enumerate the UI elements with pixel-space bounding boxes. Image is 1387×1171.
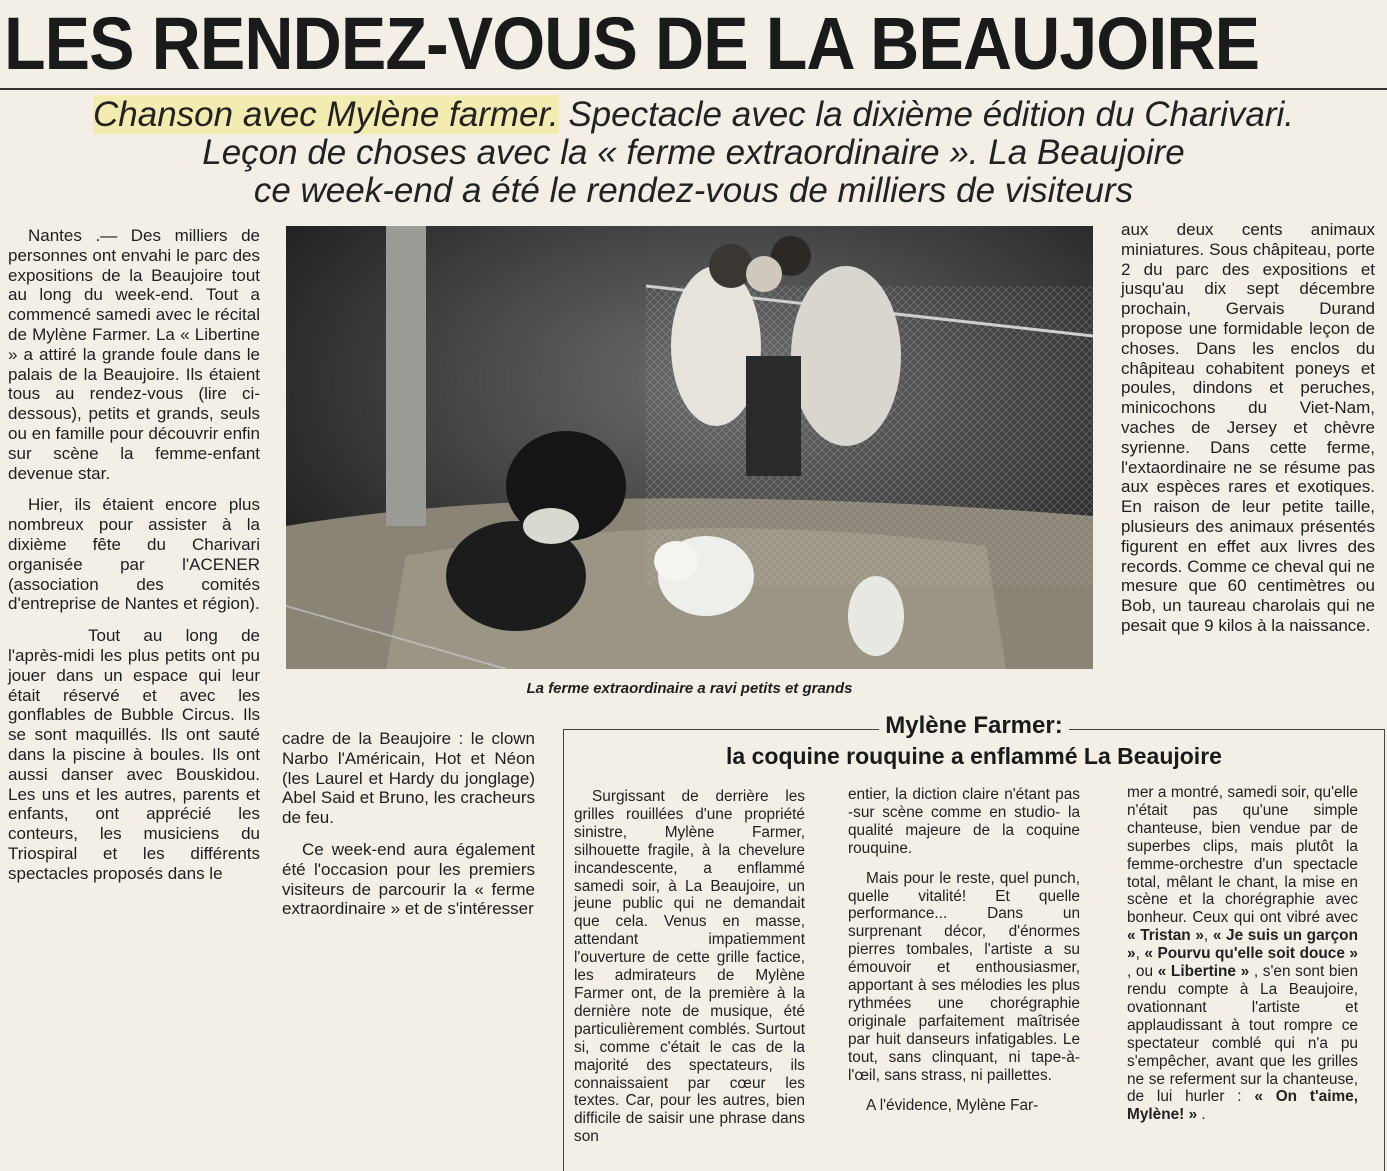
box-col3-text-b: , s'en sont bien rendu compte à La Beaujoire, ovationnant l'artiste et applaudissant à tout rompre ce spectateur comblé qui n'a pu s'empêcher, avant que les grilles ne se referment sur la chanteuse, de lui hurler : <box>1127 963 1359 1106</box>
middle-column <box>282 729 535 931</box>
farm-photo <box>286 226 1093 669</box>
photo-caption: La ferme extraordinaire a ravi petits et grands <box>526 680 853 697</box>
song-title-3: « Pourvu qu'elle soit douce » <box>1144 945 1358 963</box>
deck-line-1-rest: Spectacle avec la dixième édition du Charivari. <box>558 95 1294 134</box>
box-col3-text-a: mer a montré, samedi soir, qu'elle n'était pas qu'une simple chanteuse, bien vendue par de superbes clips, mais plutôt la femme-orchestre d'un spectacle total, mêlant le chant, la mise en scène et la chorégraphie avec bonheur. Ceux qui ont vibré avec <box>1127 784 1358 927</box>
middle-paragraph-1: cadre de la Beaujoire : le clown Narbo l'Américain, Hot et Néon (les Laurel et Hardy du jonglage) Abel Said et Bruno, les cracheurs de feu. <box>282 729 535 828</box>
mylene-box-subtitle: la coquine rouquine a enflammé La Beaujoire <box>726 743 1222 769</box>
box-col2-paragraph-3: A l'évidence, Mylène Far- <box>866 1096 1039 1114</box>
song-title-1: « Tristan » <box>1127 927 1204 945</box>
song-title-4: « Libertine » <box>1157 963 1250 981</box>
left-paragraph-1: Nantes .— Des milliers de personnes ont envahi le parc des expositions de la Beaujoire tout au long du week-end. Tout a commencé samedi avec le récital de Mylène Farmer. La « Libertine » a attiré la grande foule dans le palais de la Beaujoire. Ils étaient tous au rendez-vous (lire ci-dessous), petits et grands, seuls ou en famille pour découvrir enfin sur scène la femme-enfant devenue star. <box>8 226 260 483</box>
mylene-box-title: Mylène Farmer: <box>879 712 1068 740</box>
box-column-1 <box>574 788 805 1158</box>
deck <box>0 96 1387 210</box>
box-column-2 <box>848 786 1080 1126</box>
left-paragraph-2: Hier, ils étaient encore plus nombreux pour assister à la dixième fête du Charivari organisée par l'ACENER (association des comités d'entreprise de Nantes et région). <box>8 495 260 614</box>
box-col2-paragraph-2: Mais pour le reste, quel punch, quelle vitalité! Et quelle performance... Dans un surprenant décor, d'énormes pierres tombales, l'artiste a su émouvoir et enthousiasmer, apportant à ses mélodies les plus rythmées une chorégraphie originale parfaitement maîtrisée par huit danseurs infatigables. Le tout, sans clinquant, ni tape-à-l'œil, sans strass, ni paillettes. <box>848 869 1080 1084</box>
farm-photo-image <box>286 226 1093 669</box>
right-paragraph-1: aux deux cents animaux miniatures. Sous châpiteau, porte 2 du parc des expositions et jusqu'au dix sept décembre prochain, Gervais Durand propose une formidable leçon de choses. Dans les enclos du châpiteau cohabitent poneys et poules, dindons et peruches, minicochons du Viet-Nam, vaches de Jersey et chèvre syrienne. Dans cette ferme, l'extaordinaire ne se résume pas aux espèces rares et exotiques. En raison de leur petite taille, plusieurs des animaux présentés figurent en effet aux livres des records. Comme ce cheval qui ne mesure que 60 centimètres ou Bob, un taureau charolais qui ne pesait que 9 kilos à la naissance. <box>1121 220 1375 635</box>
left-column <box>8 226 260 896</box>
box-column-3 <box>1127 784 1358 1136</box>
headline: LES RENDEZ-VOUS DE LA BEAUJOIRE <box>4 2 1260 85</box>
left-paragraph-3: Tout au long de l'après-midi les plus petits ont pu jouer dans un espace qui leur était réservé et avec les gonflables de Bubble Circus. Ils se sont maquillés. Ils ont sauté dans la piscine à boules. Ils ont aussi danser avec Bouskidou. Les uns et les autres, parents et enfants, ont apprécié les conteurs, les musiciens du Triospiral et les différents spectacles proposés dans le <box>8 626 260 883</box>
headline-rule <box>0 88 1387 90</box>
deck-line-1 <box>0 96 1387 134</box>
song-separator-2: , <box>1135 945 1145 963</box>
song-separator-1: , <box>1203 927 1213 945</box>
box-col3-end: . <box>1197 1106 1206 1124</box>
deck-highlight: Chanson avec Mylène farmer. <box>93 95 559 134</box>
deck-line-3: ce week-end a été le rendez-vous de milliers de visiteurs <box>253 171 1134 210</box>
right-column <box>1121 220 1375 648</box>
box-col2-paragraph-1: entier, la diction claire n'étant pas -sur scène comme en studio- la qualité majeure de la coquine rouquine. <box>848 786 1080 857</box>
mylene-box-header <box>563 712 1385 770</box>
box-col3-paragraph <box>1127 784 1358 1124</box>
deck-line-2: Leçon de choses avec la « ferme extraordinaire ». La Beaujoire <box>202 133 1185 172</box>
song-title-2: « Je suis un garçon » <box>1127 927 1358 963</box>
box-col1-paragraph: Surgissant de derrière les grilles rouillées d'une propriété sinistre, Mylène Farmer, silhouette fragile, à la chevelure incandescente, a enflammé samedi soir, à La Beaujoire, un jeune public qui ne demandait que cela. Venus en masse, attendant impatiemment l'ouverture de cette grille factice, les admirateurs de Mylène Farmer ont, de la première à la dernière note de musique, été particulièrement comblés. Surtout si, comme c'était le cas de la majorité des spectateurs, ils connaissaient par cœur les textes. Car, pour les autres, bien difficile de saisir une phrase dans son <box>574 788 805 1146</box>
fan-shout: « On t'aime, Mylène! » <box>1127 1088 1359 1124</box>
middle-paragraph-2: Ce week-end aura également été l'occasion pour les premiers visiteurs de parcourir la « ferme extraordinaire » et de s'intéresser <box>282 839 535 919</box>
song-separator-3: , ou <box>1127 963 1158 981</box>
